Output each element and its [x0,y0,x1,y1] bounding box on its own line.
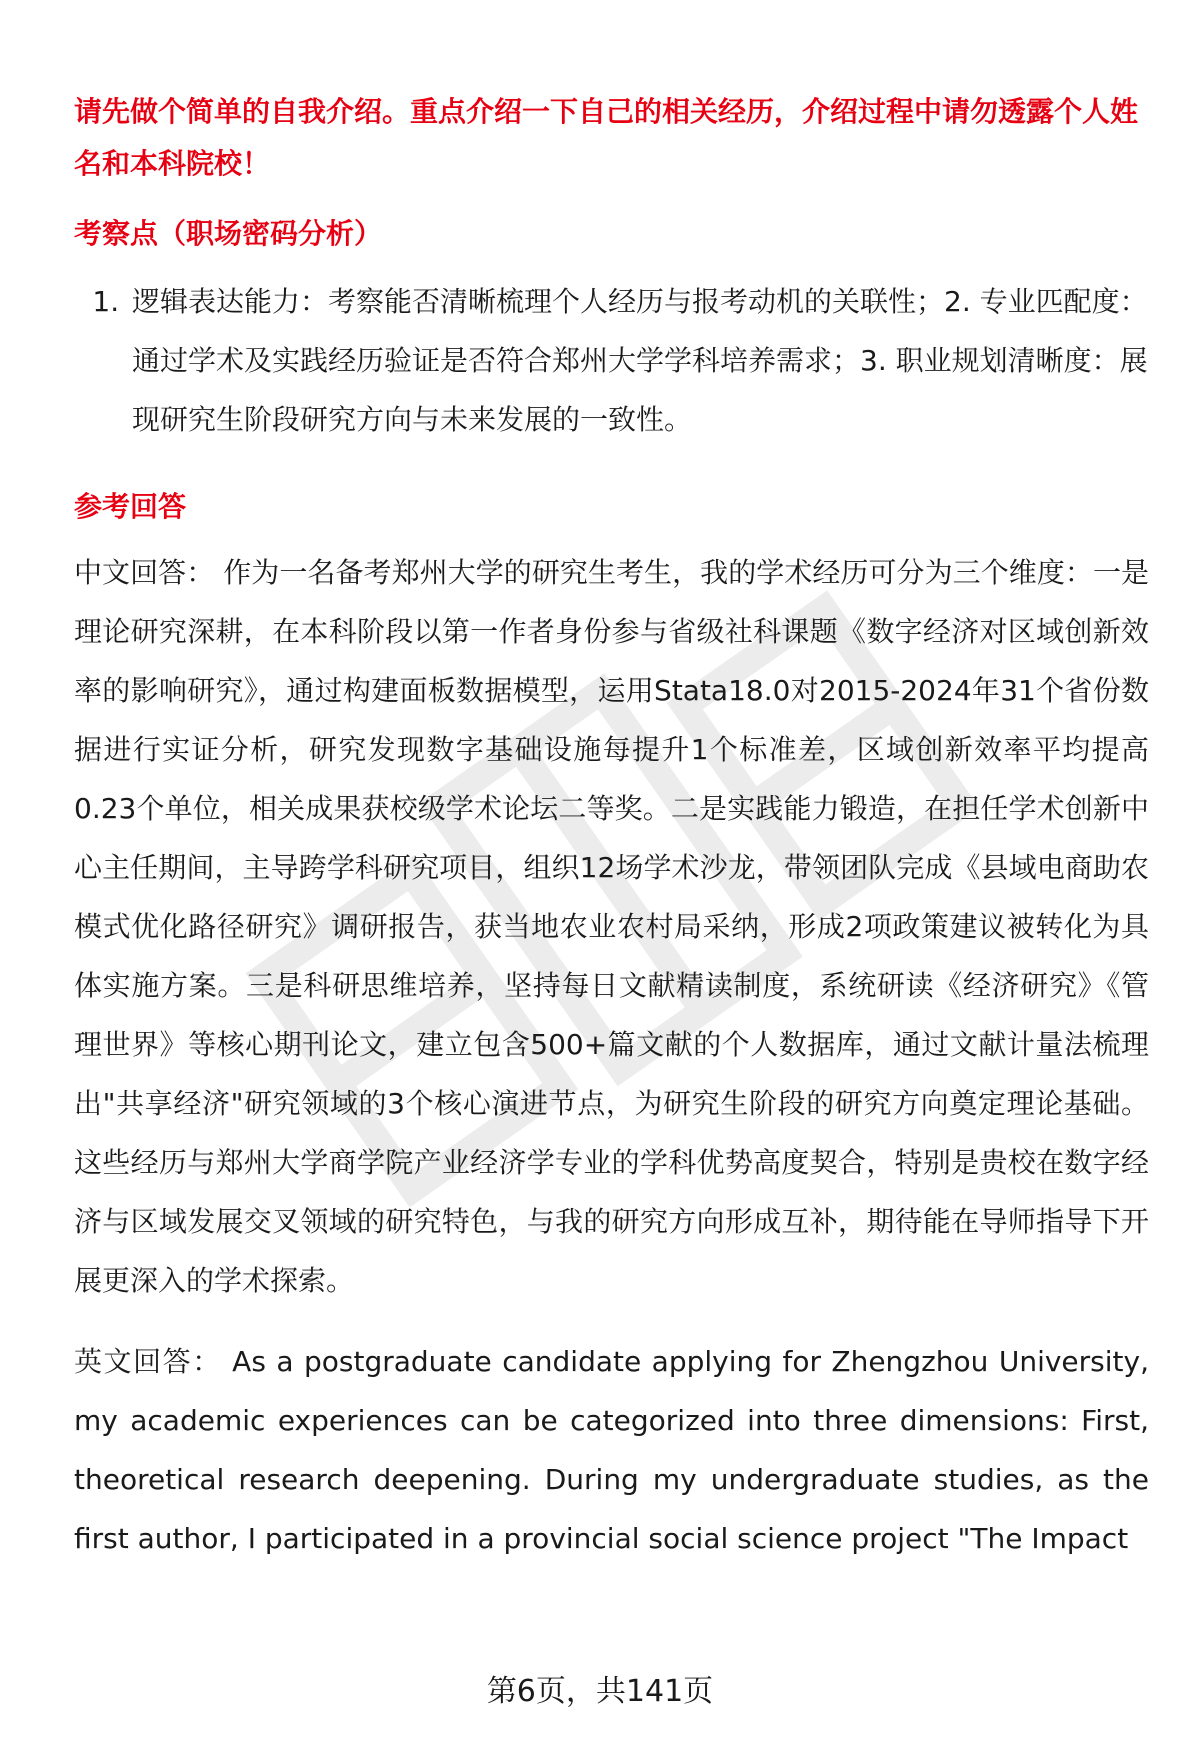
document-content [74,86,1149,1568]
assessment-point: 1. 逻辑表达能力：考察能否清晰梳理个人经历与报考动机的关联性；2. 专业匹配度：通过学术及实践经历验证是否符合郑州大学学科培养需求；3. 职业规划清晰度：展现研究生阶段研究方向与未来发展的一致性。 [128,272,1149,449]
reference-answer-title: 参考回答 [74,490,187,523]
interview-question: 请先做个简单的自我介绍。重点介绍一下自己的相关经历，介绍过程中请勿透露个人姓名和本科院校！ [74,95,1139,180]
english-answer: 英文回答： As a postgraduate candidate applying for Zhengzhou University, my academic experiences can be categorized into three dimensions: First, theoretical research deepening. During my undergraduate studies, as the first author, I participated in a provincial social science project "The Impact [74,1345,1149,1555]
assessment-title: 考察点（职场密码分析） [74,217,383,250]
assessment-points [74,272,1149,449]
chinese-answer: 中文回答： 作为一名备考郑州大学的研究生考生，我的学术经历可分为三个维度：一是理论研究深耕，在本科阶段以第一作者身份参与省级社科课题《数字经济对区域创新效率的影响研究》，通过构建面板数据模型，运用Stata18.0对2015-2024年31个省份数据进行实证分析，研究发现数字基础设施每提升1个标准差，区域创新效率平均提高0.23个单位，相关成果获校级学术论坛二等奖。二是实践能力锻造，在担任学术创新中心主任期间，主导跨学科研究项目，组织12场学术沙龙，带领团队完成《县域电商助农模式优化路径研究》调研报告，获当地农业农村局采纳，形成2项政策建议被转化为具体实施方案。三是科研思维培养，坚持每日文献精读制度，系统研读《经济研究》《管理世界》等核心期刊论文，建立包含500+篇文献的个人数据库，通过文献计量法梳理出"共享经济"研究领域的3个核心演进节点，为研究生阶段的研究方向奠定理论基础。这些经历与郑州大学商学院产业经济学专业的学科优势高度契合，特别是贵校在数字经济与区域发展交叉领域的研究特色，与我的研究方向形成互补，期待能在导师指导下开展更深入的学术探索。 [74,556,1149,1297]
page-number: 第6页，共141页 [486,1674,714,1709]
